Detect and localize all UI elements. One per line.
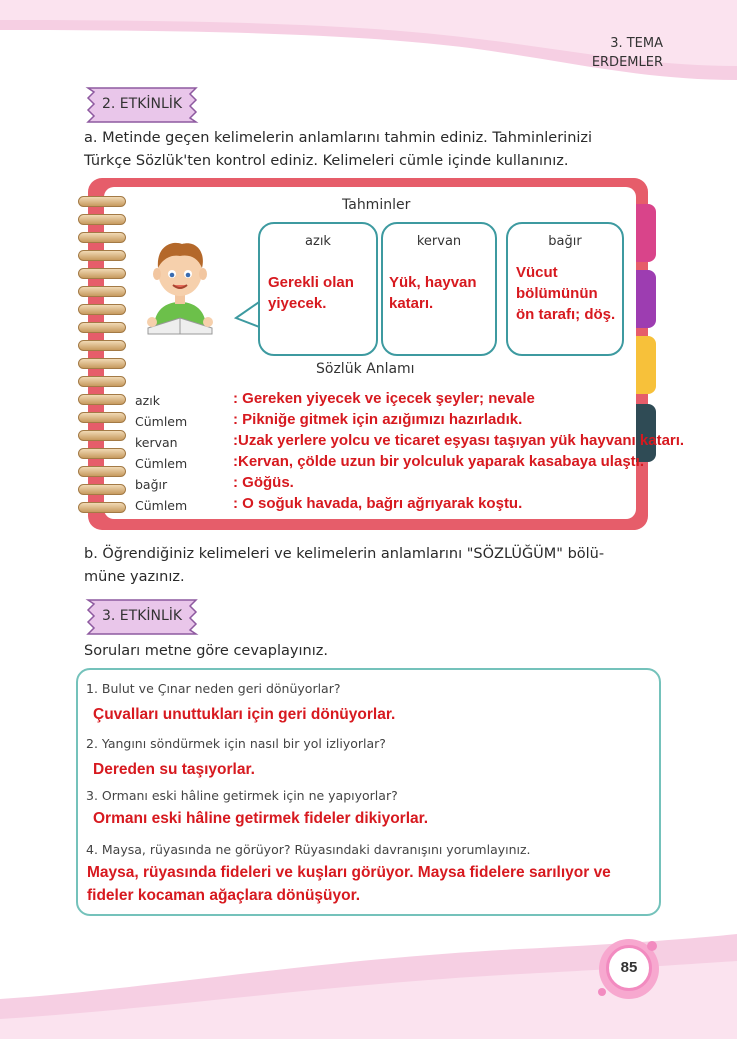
guess-word: bağır (548, 234, 582, 249)
page-number: 85 (606, 945, 652, 991)
entry-text: : O soğuk havada, bağrı ağrıyarak koştu. (233, 495, 523, 512)
answer-4-line2: fideler kocaman ağaçlara dönüşüyor. (87, 887, 361, 904)
guess-bubble-bagir (506, 222, 624, 356)
entry-label: kervan (135, 435, 178, 450)
activity-3-tag (80, 598, 204, 636)
guess-bubble-azik (258, 222, 378, 356)
entry-label: Cümlem (135, 414, 188, 429)
question-2: 2. Yangını söndürmek için nasıl bir yol izliyorlar? (86, 736, 386, 751)
entry-text: : Gereken yiyecek ve içecek şeyler; nevale (233, 390, 535, 407)
entry-label: Cümlem (135, 456, 188, 471)
theme-number: 3. TEMA (610, 36, 663, 51)
question-1: 1. Bulut ve Çınar neden geri dönüyorlar? (86, 681, 341, 696)
entry-text: :Uzak yerlere yolcu ve ticaret eşyası taşıyan yük hayvanı katarı. (233, 432, 685, 449)
dictionary-title: Sözlük Anlamı (316, 361, 415, 377)
guess-answer: Gerekli olan yiyecek. (268, 274, 354, 312)
guess-bubble-kervan (381, 222, 497, 356)
guess-answer: Yük, hayvan katarı. (389, 274, 477, 312)
guesses-title: Tahminler (342, 197, 411, 213)
guess-word: azık (305, 234, 331, 249)
answer-1: Çuvalları unuttukları için geri dönüyorlar. (93, 706, 396, 723)
instruction-b-line1: b. Öğrendiğiniz kelimeleri ve kelimelerin anlamlarını "SÖZLÜĞÜM" bölü- (84, 546, 605, 562)
guess-word: kervan (416, 234, 462, 249)
theme-name: ERDEMLER (591, 55, 663, 70)
notebook-tab-pink (636, 204, 656, 262)
entry-text: : Göğüs. (233, 474, 294, 491)
entry-label: bağır (135, 477, 168, 492)
activity-2-label: 2. ETKİNLİK (102, 96, 183, 112)
instruction-a-line1: a. Metinde geçen kelimelerin anlamlarını tahmin ediniz. Tahminlerinizi (84, 130, 593, 146)
answer-3: Ormanı eski hâline getirmek fideler dikiyorlar. (93, 810, 429, 827)
guess-answer: Vücut bölümünün ön tarafı; döş. (516, 264, 616, 323)
entry-label: azık (135, 393, 160, 408)
notebook-tab-purple (636, 270, 656, 328)
entry-text: : Pikniğe gitmek için azığımızı hazırladık. (233, 411, 523, 428)
answer-2: Dereden su taşıyorlar. (93, 761, 255, 778)
instruction-b-line2: müne yazınız. (84, 569, 185, 585)
activity-3-label: 3. ETKİNLİK (102, 608, 183, 624)
notebook-tab-yellow (636, 336, 656, 394)
entry-text: :Kervan, çölde uzun bir yolculuk yaparak kasabaya ulaştı. (233, 453, 644, 470)
question-3: 3. Ormanı eski hâline getirmek için ne yapıyorlar? (86, 788, 398, 803)
boy-reading-illustration (140, 236, 220, 336)
answer-4-line1: Maysa, rüyasında fideleri ve kuşları görüyor. Maysa fidelere sarılıyor ve (87, 864, 611, 881)
instruction-a-line2: Türkçe Sözlük'ten kontrol ediniz. Kelimeleri cümle içinde kullanınız. (84, 153, 569, 169)
question-4: 4. Maysa, rüyasında ne görüyor? Rüyasındaki davranışını yorumlayınız. (86, 842, 531, 857)
entry-label: Cümlem (135, 498, 188, 513)
activity-2-tag (80, 86, 204, 124)
activity-3-instruction: Soruları metne göre cevaplayınız. (84, 643, 328, 659)
